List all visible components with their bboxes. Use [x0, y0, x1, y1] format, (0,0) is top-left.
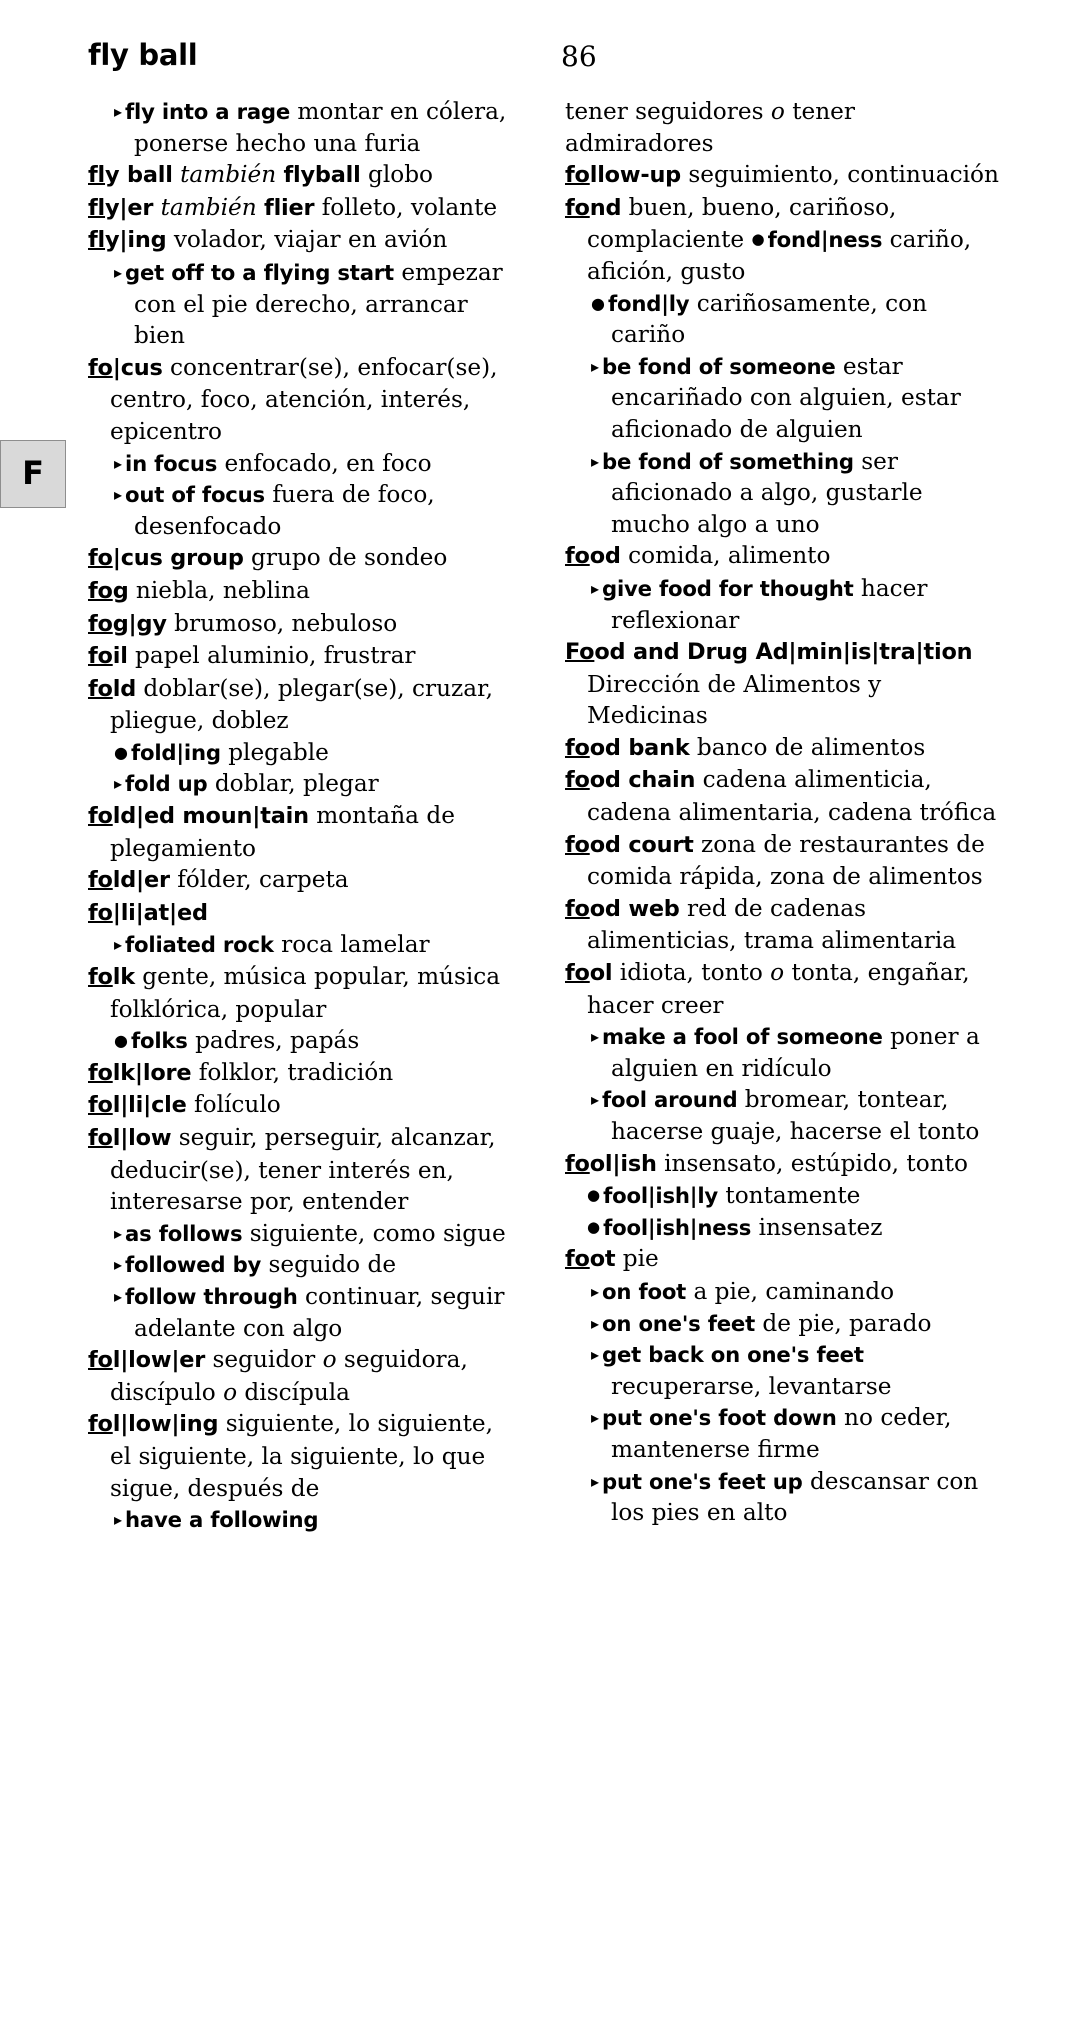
subentry-term: have a following	[125, 1507, 319, 1533]
dictionary-entry	[565, 764, 1005, 828]
dictionary-subentry	[565, 573, 1005, 636]
dictionary-entry	[88, 1057, 518, 1090]
dictionary-entry	[88, 640, 518, 673]
triangle-icon: ▸	[591, 1027, 600, 1047]
entry-headword: fol|li|cle	[88, 1092, 187, 1119]
entry-translation: seguidor o seguidora, discípulo o discípula	[110, 1346, 468, 1406]
subentry-translation: empezar con el pie derecho, arrancar bien	[134, 258, 503, 350]
subentry-translation: continuar, seguir adelante con algo	[134, 1282, 505, 1342]
subentry-translation: roca lamelar	[273, 931, 430, 959]
subentry-translation: hacer reflexionar	[611, 574, 928, 634]
subentry-term: put one's foot down	[602, 1405, 837, 1431]
entry-translation: folklor, tradición	[191, 1058, 394, 1086]
entry-translation: red de cadenas alimenticias, trama alimentaria	[587, 894, 957, 955]
column-right	[565, 96, 1005, 1529]
triangle-icon: ▸	[114, 485, 123, 505]
entry-headword: food web	[565, 895, 680, 922]
entry-translation: comida, alimento	[620, 542, 831, 570]
dictionary-entry	[88, 1089, 518, 1122]
triangle-icon: ▸	[114, 102, 123, 121]
dictionary-entry	[88, 1408, 518, 1504]
column-left	[88, 96, 518, 1536]
subentry-translation: cariñosamente, con cariño	[611, 289, 928, 349]
dictionary-subentry	[565, 1308, 1005, 1340]
entry-translation: folículo	[186, 1091, 281, 1119]
dictionary-subentry	[565, 1021, 1005, 1084]
dictionary-entry	[88, 1344, 518, 1408]
entry-translation: idiota, tonto o tonta, engañar, hacer creer	[587, 959, 970, 1019]
triangle-icon: ▸	[114, 453, 123, 473]
subentry-term: on foot	[602, 1278, 687, 1304]
subentry-term: be fond of someone	[602, 353, 836, 379]
entry-translation: buen, bueno, cariñoso, complaciente	[587, 193, 897, 254]
triangle-icon: ▸	[591, 451, 600, 471]
entry-translation: zona de restaurantes de comida rápida, zona de alimentos	[587, 830, 985, 891]
triangle-icon: ▸	[591, 1345, 600, 1365]
subentry-translation: doblar, plegar	[207, 770, 379, 798]
entry-headword: Food and Drug Ad|min|is|tra|tion	[565, 639, 973, 666]
subentry-term: fool around	[602, 1087, 738, 1113]
dictionary-subentry	[565, 1339, 1005, 1402]
subentry-term: get back on one's feet	[602, 1342, 864, 1368]
entry-derivative-translation: tontamente	[718, 1182, 861, 1210]
triangle-icon: ▸	[114, 1223, 123, 1243]
entry-variant: flyball	[283, 162, 361, 189]
entry-headword: folk|lore	[88, 1059, 192, 1086]
bullet-icon: ●	[114, 1031, 128, 1051]
subentry-term: be fond of something	[602, 448, 854, 474]
entry-headword: fog	[88, 577, 129, 604]
subentry-translation: poner a alguien en ridículo	[611, 1023, 980, 1082]
thumb-index-tab	[0, 440, 66, 508]
subentry-term: followed by	[125, 1252, 262, 1278]
subentry-term: fold|ing	[130, 739, 221, 765]
bullet-icon: ●	[587, 1217, 601, 1236]
entry-headword: fond	[565, 194, 622, 221]
subentry-term: out of focus	[125, 482, 265, 508]
triangle-icon: ▸	[591, 356, 600, 376]
entry-translation: Dirección de Alimentos y Medicinas	[587, 670, 882, 730]
entry-translation: papel aluminio, frustrar	[127, 642, 416, 670]
entry-translation: folleto, volante	[314, 193, 498, 221]
subentry-translation: estar encariñado con alguien, estar aficionado de alguien	[611, 352, 961, 443]
entry-translation: banco de alimentos	[689, 733, 926, 761]
triangle-icon: ▸	[591, 1313, 600, 1333]
entry-translation: seguimiento, continuación	[681, 161, 999, 189]
triangle-icon: ▸	[114, 1286, 123, 1306]
triangle-icon: ▸	[591, 1408, 600, 1428]
dictionary-entry	[88, 575, 518, 608]
entry-headword: fol|low	[88, 1125, 172, 1151]
subentry-term: on one's feet	[602, 1310, 756, 1336]
entry-translation: doblar(se), plegar(se), cruzar, pliegue, doblez	[110, 674, 493, 735]
dictionary-subentry	[88, 1218, 518, 1250]
entry-headword: food	[565, 543, 621, 570]
entry-variant-label: también	[160, 193, 257, 221]
entry-translation: brumoso, nebuloso	[166, 609, 398, 637]
entry-headword: fold|ed moun|tain	[88, 803, 309, 830]
subentry-translation: fuera de foco, desenfocado	[134, 481, 435, 540]
dictionary-entry	[88, 961, 518, 1025]
dictionary-entry	[88, 1122, 518, 1218]
dictionary-entry	[565, 732, 1005, 765]
subentry-translation: ser aficionado a algo, gustarle mucho algo a uno	[611, 447, 923, 538]
dictionary-subentry	[565, 351, 1005, 446]
page-number: 86	[561, 40, 597, 73]
entry-headword: food bank	[565, 734, 690, 761]
dictionary-entry	[88, 159, 518, 192]
dictionary-entry	[565, 829, 1005, 893]
dictionary-subentry	[88, 1504, 518, 1536]
dictionary-subentry	[88, 1025, 518, 1057]
triangle-icon: ▸	[114, 935, 123, 955]
entry-headword: foil	[88, 643, 128, 670]
dictionary-entry	[565, 957, 1005, 1021]
entry-headword: food court	[565, 831, 694, 858]
triangle-icon: ▸	[114, 1510, 123, 1530]
dictionary-entry	[88, 542, 518, 575]
entry-translation: gente, música popular, música folklórica, popular	[110, 963, 501, 1023]
subentry-term: fly into a rage	[125, 99, 291, 124]
triangle-icon: ▸	[591, 1281, 600, 1301]
entry-translation: niebla, neblina	[128, 576, 310, 604]
entry-headword: fog|gy	[88, 610, 167, 637]
dictionary-entry	[88, 897, 518, 930]
entry-headword: fold	[88, 675, 137, 702]
triangle-icon: ▸	[591, 1471, 600, 1491]
dictionary-subentry	[565, 1466, 1005, 1529]
dictionary-subentry	[88, 929, 518, 961]
subentry-translation: no ceder, mantenerse firme	[611, 1404, 952, 1463]
subentry-term: make a fool of someone	[602, 1024, 883, 1050]
bullet-icon: ●	[114, 742, 128, 762]
continuation-text: tener seguidores o tener admiradores	[565, 98, 855, 157]
entry-headword: fly|er	[88, 194, 154, 221]
dictionary-entry	[88, 673, 518, 737]
subentry-translation: bromear, tontear, hacerse guaje, hacerse el tonto	[611, 1086, 980, 1145]
subentry-term: as follows	[125, 1220, 243, 1246]
bullet-icon: ●	[751, 230, 765, 249]
entry-headword: fol|low|er	[88, 1347, 206, 1374]
dictionary-subentry	[88, 737, 518, 769]
page-header	[0, 38, 1077, 78]
subentry-term: folks	[130, 1028, 188, 1054]
dictionary-subentry	[88, 1249, 518, 1281]
entry-headword: fo|cus group	[88, 545, 244, 572]
entry-headword: fo|cus	[88, 354, 163, 381]
entry-translation: pie	[615, 1245, 659, 1273]
dictionary-subentry	[565, 1402, 1005, 1465]
thumb-index-letter: F	[22, 454, 44, 492]
dictionary-subentry	[88, 448, 518, 480]
subentry-translation: plegable	[220, 738, 329, 766]
subentry-translation: recuperarse, levantarse	[611, 1372, 892, 1400]
entry-derivative: fool|ish|ness	[603, 1214, 752, 1240]
subentry-term: get off to a flying start	[125, 259, 394, 285]
dictionary-entry	[88, 224, 518, 257]
entry-continuation	[565, 96, 1005, 159]
triangle-icon: ▸	[114, 1255, 123, 1275]
entry-translation: montaña de plegamiento	[110, 802, 455, 862]
dictionary-entry	[88, 864, 518, 897]
entry-translation: volador, viajar en avión	[166, 226, 448, 254]
bullet-icon: ●	[587, 1186, 601, 1205]
entry-translation: grupo de sondeo	[243, 544, 448, 572]
dictionary-subentry	[88, 479, 518, 542]
triangle-icon: ▸	[591, 1090, 600, 1110]
subentry-term: give food for thought	[602, 575, 854, 601]
dictionary-subentry	[565, 1084, 1005, 1147]
triangle-icon: ▸	[591, 578, 600, 598]
subentry-translation: descansar con los pies en alto	[611, 1467, 979, 1527]
entry-variant-label: también	[180, 161, 277, 189]
dictionary-entry	[565, 636, 1005, 732]
dictionary-entry	[565, 159, 1005, 192]
dictionary-entry	[565, 1148, 1005, 1244]
subentry-translation: a pie, caminando	[686, 1277, 895, 1305]
subentry-term: fold up	[125, 771, 208, 797]
entry-translation: insensato, estúpido, tonto	[656, 1149, 968, 1177]
dictionary-entry	[565, 192, 1005, 288]
dictionary-entry	[565, 540, 1005, 573]
dictionary-entry	[88, 800, 518, 864]
entry-headword: fol|low|ing	[88, 1411, 219, 1438]
dictionary-entry	[88, 352, 518, 448]
dictionary-subentry	[565, 446, 1005, 541]
subentry-translation: siguiente, como sigue	[242, 1219, 506, 1247]
entry-translation: cadena alimenticia, cadena alimentaria, cadena trófica	[587, 766, 997, 827]
subentry-translation: montar en cólera, ponerse hecho una furia	[134, 98, 507, 157]
entry-headword: fly ball	[88, 162, 173, 189]
subentry-translation: enfocado, en foco	[217, 449, 432, 477]
entry-headword: fly|ing	[88, 227, 167, 254]
entry-headword: foot	[565, 1246, 616, 1273]
subentry-translation: de pie, parado	[755, 1309, 932, 1337]
entry-variant: flier	[264, 194, 315, 221]
entry-translation: globo	[360, 161, 434, 189]
entry-derivative: fond|ness	[767, 227, 883, 253]
dictionary-entry	[88, 192, 518, 225]
entry-headword: food chain	[565, 767, 696, 794]
entry-translation: siguiente, lo siguiente, el siguiente, la siguiente, lo que sigue, después de	[110, 1410, 493, 1502]
entry-headword: follow-up	[565, 162, 682, 189]
entry-headword: fool	[565, 960, 613, 987]
subentry-translation: padres, papás	[187, 1027, 360, 1055]
dictionary-subentry	[88, 257, 518, 352]
running-head: fly ball	[88, 38, 198, 72]
subentry-translation: seguido de	[261, 1251, 397, 1279]
dictionary-subentry	[88, 768, 518, 800]
entry-translation: concentrar(se), enfocar(se), centro, foco, atención, interés, epicentro	[110, 353, 498, 445]
dictionary-entry	[565, 893, 1005, 957]
subentry-term: fond|ly	[607, 290, 690, 316]
entry-headword: folk	[88, 964, 135, 991]
triangle-icon: ▸	[114, 774, 123, 794]
entry-headword: fold|er	[88, 867, 170, 894]
entry-headword: fool|ish	[565, 1150, 657, 1177]
subentry-term: in focus	[125, 450, 218, 476]
dictionary-entry	[88, 608, 518, 641]
dictionary-subentry	[88, 1281, 518, 1344]
subentry-term: foliated rock	[125, 932, 274, 958]
subentry-term: put one's feet up	[602, 1468, 803, 1494]
dictionary-subentry	[565, 288, 1005, 351]
bullet-icon: ●	[591, 293, 605, 313]
triangle-icon: ▸	[114, 262, 123, 282]
entry-derivative-translation: insensatez	[751, 1213, 883, 1241]
entry-derivative-translation: cariño, afición, gusto	[587, 226, 972, 285]
dictionary-subentry	[565, 1276, 1005, 1308]
entry-translation: seguir, perseguir, alcanzar, deducir(se), tener interés en, interesarse por, entender	[110, 1124, 496, 1216]
entry-headword: fo|li|at|ed	[88, 899, 208, 926]
subentry-term: follow through	[125, 1283, 298, 1309]
dictionary-entry	[565, 1243, 1005, 1276]
entry-derivative: fool|ish|ly	[603, 1183, 718, 1209]
entry-translation: fólder, carpeta	[169, 866, 349, 894]
dictionary-subentry	[88, 96, 518, 159]
